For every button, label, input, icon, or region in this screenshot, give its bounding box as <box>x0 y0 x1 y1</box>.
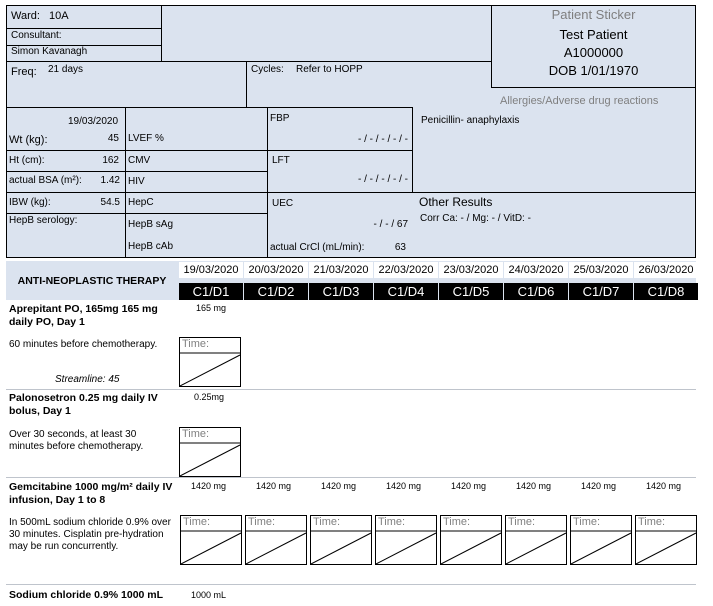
time-label: Time: <box>378 516 406 528</box>
dose-gemcitabine-d1: 1420 mg <box>191 481 227 491</box>
ht-label: Ht (cm): <box>9 155 45 166</box>
sign-diagonal <box>246 516 306 564</box>
allergies-label: Allergies/Adverse drug reactions <box>500 95 659 107</box>
time-box-palonosetron-d1[interactable] <box>179 427 241 477</box>
drug-palonosetron-name: Palonosetron 0.25 mg daily IV bolus, Day 1 <box>9 392 158 417</box>
allergy-value: Penicillin- anaphylaxis <box>421 115 520 126</box>
cycles-value: Refer to HOPP <box>296 64 363 75</box>
cycle-day-d6: C1/D6 <box>504 283 568 300</box>
ibw-value: 54.5 <box>100 197 120 208</box>
patient-dob: DOB 1/01/1970 <box>548 63 639 78</box>
sign-diagonal <box>181 516 241 564</box>
cmv-label: CMV <box>128 155 151 166</box>
time-box-gemcitabine-d2[interactable] <box>245 515 307 565</box>
dose-gemcitabine-d2: 1420 mg <box>256 481 292 491</box>
drug-aprepitant-instruction: 60 minutes before chemotherapy. <box>9 339 158 350</box>
cycle-day-d2: C1/D2 <box>244 283 308 300</box>
freq-label: Freq: <box>11 66 37 78</box>
dose-gemcitabine-d3: 1420 mg <box>321 481 357 491</box>
time-box-gemcitabine-d5[interactable] <box>440 515 502 565</box>
date-header-d8: 26/03/2020 <box>634 262 698 278</box>
dose-gemcitabine-d8: 1420 mg <box>646 481 682 491</box>
sign-diagonal <box>376 516 436 564</box>
patient-id: A1000000 <box>563 45 624 60</box>
other-results-value: Corr Ca: - / Mg: - / VitD: - <box>420 213 531 224</box>
lft-value: - / - / - / - / - <box>358 174 408 185</box>
cycle-day-d7: C1/D7 <box>569 283 633 300</box>
sticker-title: Patient Sticker <box>551 7 636 22</box>
drug-aprepitant-name: Aprepitant PO, 165mg 165 mg daily PO, Day 1 <box>9 303 158 328</box>
hepb-cab-label: HepB cAb <box>128 241 174 252</box>
date-header-d3: 21/03/2020 <box>309 262 373 278</box>
fbp-value: - / - / - / - / - <box>358 134 408 145</box>
time-box-gemcitabine-d6[interactable] <box>505 515 567 565</box>
freq-value: 21 days <box>48 64 84 75</box>
hiv-label: HIV <box>128 176 145 187</box>
time-label: Time: <box>248 516 276 528</box>
fbp-label: FBP <box>270 113 290 124</box>
bsa-value: 1.42 <box>100 175 120 186</box>
other-results-title: Other Results <box>419 195 493 209</box>
time-label: Time: <box>638 516 666 528</box>
drug-palonosetron-instruction: Over 30 seconds, at least 30 minutes before chemotherapy. <box>9 429 144 452</box>
cycle-day-d4: C1/D4 <box>374 283 438 300</box>
time-box-gemcitabine-d4[interactable] <box>375 515 437 565</box>
hepb-sag-label: HepB sAg <box>128 219 174 230</box>
uec-value: - / - / 67 <box>373 219 408 230</box>
time-box-gemcitabine-d8[interactable] <box>635 515 697 565</box>
drug-sodium-chloride-name: Sodium chloride 0.9% 1000 mL <box>9 589 164 601</box>
vitals-date: 19/03/2020 <box>68 116 119 127</box>
date-header-d2: 20/03/2020 <box>244 262 308 278</box>
ht-value: 162 <box>102 155 119 166</box>
lvef-label: LVEF % <box>128 133 164 144</box>
ward-label: Ward: <box>11 10 40 22</box>
time-label: Time: <box>443 516 471 528</box>
crcl-value: 63 <box>394 242 406 253</box>
sign-diagonal <box>506 516 566 564</box>
date-header-d1: 19/03/2020 <box>179 262 243 278</box>
wt-label: Wt (kg): <box>9 134 48 146</box>
patient-name: Test Patient <box>559 27 628 42</box>
dose-palonosetron-d1: 0.25mg <box>194 392 225 402</box>
hepc-label: HepC <box>128 197 154 208</box>
cycle-day-d1: C1/D1 <box>179 283 243 300</box>
time-label: Time: <box>508 516 536 528</box>
date-header-d5: 23/03/2020 <box>439 262 503 278</box>
crcl-label: actual CrCl (mL/min): <box>270 242 365 253</box>
time-box-gemcitabine-d3[interactable] <box>310 515 372 565</box>
time-box-gemcitabine-d7[interactable] <box>570 515 632 565</box>
dose-aprepitant-d1: 165 mg <box>196 303 227 313</box>
cycle-day-d3: C1/D3 <box>309 283 373 300</box>
sign-diagonal <box>180 428 240 476</box>
lft-label: LFT <box>272 155 290 166</box>
time-label: Time: <box>182 338 210 350</box>
sign-diagonal <box>441 516 501 564</box>
dose-gemcitabine-d6: 1420 mg <box>516 481 552 491</box>
dose-gemcitabine-d4: 1420 mg <box>386 481 422 491</box>
sign-diagonal <box>180 338 240 386</box>
ibw-label: IBW (kg): <box>9 197 51 208</box>
wt-value: 45 <box>107 133 119 144</box>
time-box-gemcitabine-d1[interactable] <box>180 515 242 565</box>
cycle-day-d5: C1/D5 <box>439 283 503 300</box>
time-label: Time: <box>573 516 601 528</box>
drug-gemcitabine-instruction: In 500mL sodium chloride 0.9% over 30 minutes. Cisplatin pre-hydration may be run concurrently. <box>9 517 171 552</box>
dose-sodium-chloride-d1: 1000 mL <box>191 590 227 600</box>
time-label: Time: <box>313 516 341 528</box>
time-label: Time: <box>182 428 210 440</box>
bsa-label: actual BSA (m²): <box>9 175 82 186</box>
therapy-title: ANTI-NEOPLASTIC THERAPY <box>17 275 167 287</box>
hepb-serology-label: HepB serology: <box>9 215 78 226</box>
dose-gemcitabine-d5: 1420 mg <box>451 481 487 491</box>
dose-gemcitabine-d7: 1420 mg <box>581 481 617 491</box>
time-label: Time: <box>183 516 211 528</box>
consultant-label: Consultant: <box>11 30 62 41</box>
date-header-d6: 24/03/2020 <box>504 262 568 278</box>
sign-diagonal <box>311 516 371 564</box>
sign-diagonal <box>571 516 631 564</box>
cycle-day-d8: C1/D8 <box>634 283 698 300</box>
ward-value: 10A <box>49 10 69 22</box>
cycles-label: Cycles: <box>251 64 284 75</box>
time-box-aprepitant-d1[interactable] <box>179 337 241 387</box>
drug-aprepitant-streamline: Streamline: 45 <box>55 374 120 385</box>
sign-diagonal <box>636 516 696 564</box>
date-header-d4: 22/03/2020 <box>374 262 438 278</box>
date-header-d7: 25/03/2020 <box>569 262 633 278</box>
consultant-value: Simon Kavanagh <box>11 46 88 57</box>
drug-gemcitabine-name: Gemcitabine 1000 mg/m² daily IV infusion, Day 1 to 8 <box>9 481 173 506</box>
uec-label: UEC <box>272 198 294 209</box>
